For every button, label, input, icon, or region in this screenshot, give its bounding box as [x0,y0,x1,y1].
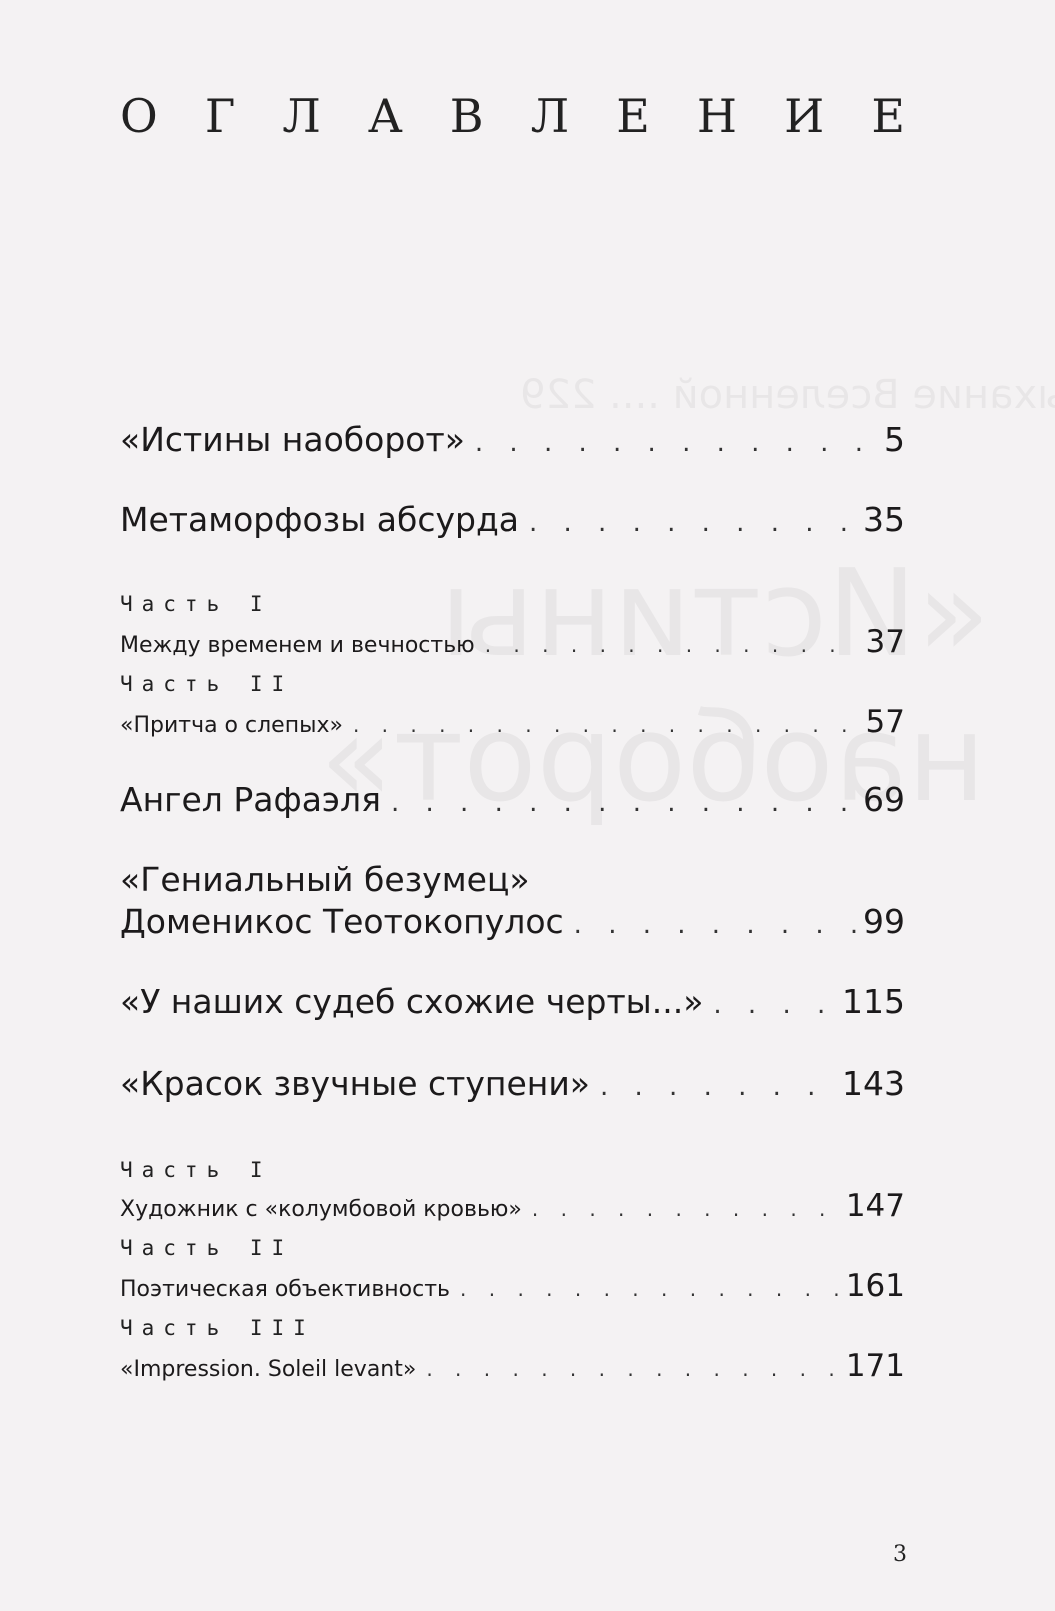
toc-page-number: 161 [845,1268,905,1304]
show-through-text-1 [520,372,1055,418]
title-letter: О [120,89,158,143]
title-letter: Г [204,89,236,143]
toc-subentry-khudozhnik [120,1188,905,1224]
page-title [120,86,905,146]
toc-entry-title-line-2: Доменикос Теотокопулос [120,902,564,941]
dot-leader [532,1197,840,1221]
toc-entry-title: «Притча о слепых» [120,713,343,738]
part-label: Часть II [120,672,294,696]
part-label: Часть I [120,592,272,616]
toc-page-number: 99 [863,902,905,941]
dot-leader [529,508,857,538]
toc-subentry-mezhdu-vremenem [120,624,905,660]
title-letter: И [784,89,825,143]
toc-entry-title: Ангел Рафаэля [120,780,381,819]
dot-leader [600,1072,836,1102]
toc-entry-title: «Impression. Soleil levant» [120,1357,417,1382]
toc-subentry-pritcha-o-slepykh [120,704,905,740]
toc-entry-title: Художник с «колумбовой кровью» [120,1197,522,1222]
toc-entry-title: «У наших судеб схожие черты...» [120,982,704,1021]
page-number: 3 [893,1542,907,1567]
toc-subentry-poeticheskaya-obektivnost [120,1268,905,1304]
title-letter: Н [696,89,737,143]
dot-leader [353,713,860,737]
title-letter: Е [616,89,650,143]
toc-entry-u-nashikh-sudeb [120,982,905,1021]
title-letter: Е [871,89,905,143]
toc-page-number: 5 [884,420,905,459]
part-label: Часть I [120,1158,272,1182]
dot-leader [460,1277,840,1301]
toc-entry-metamorfozy-absurda [120,500,905,539]
dot-leader [713,990,836,1020]
title-letter: А [367,89,403,143]
toc-entry-title: «Истины наоборот» [120,420,465,459]
toc-entry-genialnyy-bezumets [120,902,905,941]
toc-subentry-impression-soleil-levant [120,1348,905,1384]
title-letter: В [449,89,484,143]
toc-page-number: 171 [845,1348,905,1384]
toc-page-number: 35 [863,500,905,539]
toc-entry-title: Между временем и вечностью [120,633,475,658]
toc-entry-title: Поэтическая объективность [120,1277,451,1302]
part-label: Часть III [120,1316,315,1340]
toc-page-number: 143 [842,1064,905,1103]
dot-leader [426,1357,839,1381]
toc-page-number: 37 [865,624,905,660]
toc-entry-title-line-1: «Гениальный безумец» [120,860,530,899]
toc-page-number: 115 [842,982,905,1021]
toc-entry-istiny-naoborot [120,420,905,459]
toc-entry-title: Метаморфозы абсурда [120,500,519,539]
title-letter: Л [530,89,570,143]
dot-leader [391,788,857,818]
toc-entry-title: «Красок звучные ступени» [120,1064,590,1103]
show-through-text-2 [440,545,990,684]
toc-page-number: 147 [845,1188,905,1224]
toc-entry-krasok-zvuchnye-stupeni [120,1064,905,1103]
toc-page-number: 57 [865,704,905,740]
toc-entry-angel-rafaelya [120,780,905,819]
toc-page-number: 69 [863,780,905,819]
dot-leader [485,633,860,657]
dot-leader [574,910,857,940]
dot-leader [475,428,878,458]
part-label: Часть II [120,1236,294,1260]
title-letter: Л [282,89,321,143]
